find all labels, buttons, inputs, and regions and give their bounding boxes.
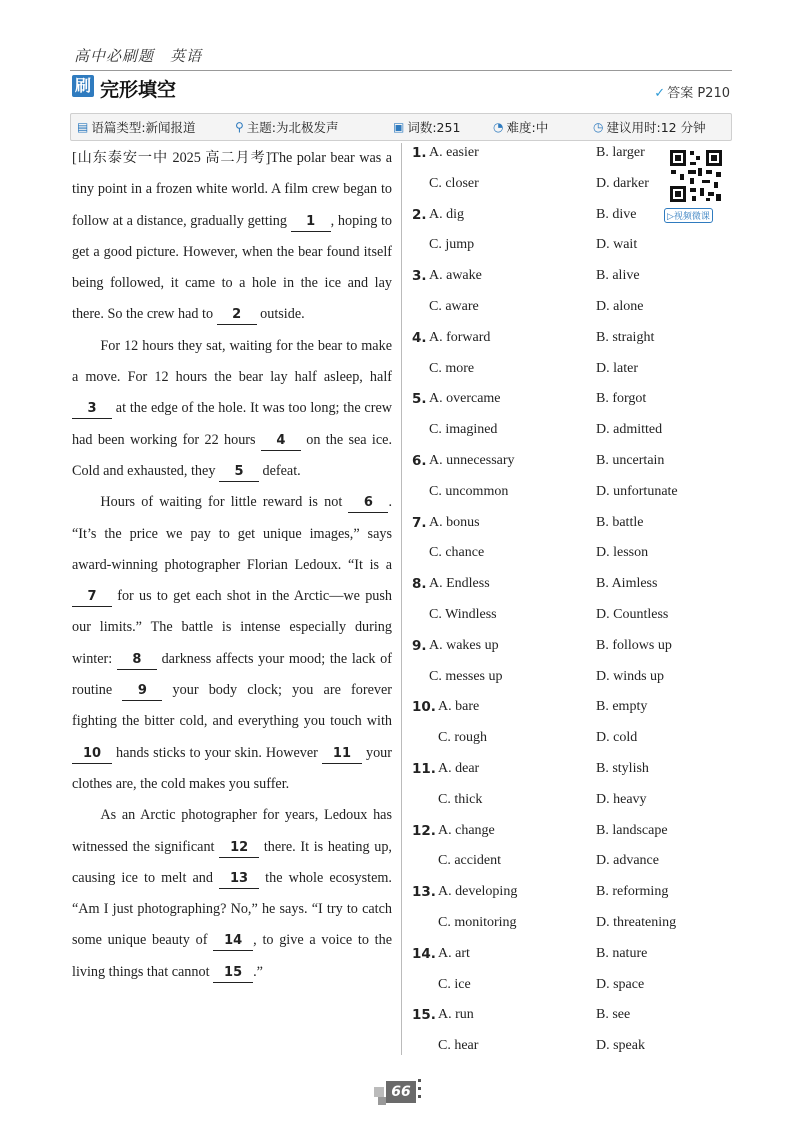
option-d[interactable]: D. alone	[596, 298, 644, 314]
p2-text-6: defeat.	[258, 462, 301, 479]
option-a[interactable]: A. forward	[429, 329, 491, 345]
question-12-row-ab	[412, 823, 692, 854]
paragraph-1	[72, 143, 392, 331]
question-number: 3.	[412, 268, 427, 285]
option-a[interactable]: A. dear	[438, 760, 480, 776]
question-number: 11.	[412, 760, 436, 777]
blank-2[interactable]: 2	[217, 306, 257, 325]
p3-text-6: darkness affects your mood; the lack of routine	[72, 650, 393, 699]
question-number: 8.	[412, 576, 427, 593]
paragraph-2	[72, 331, 392, 487]
info-genre-text: 语篇类型:新闻报道	[91, 120, 196, 135]
p3-text-0: Hours of waiting for little reward is not	[100, 494, 349, 511]
question-number: 10.	[412, 699, 436, 716]
qr-label: ▷视频微课	[664, 208, 713, 223]
option-a[interactable]: A. change	[438, 822, 495, 838]
option-b[interactable]: B. dive	[596, 206, 637, 222]
question-number: 6.	[412, 452, 427, 469]
info-topic-text: 主题:为北极发声	[246, 120, 339, 135]
question-13-row-cd	[412, 915, 692, 946]
series-title: 高中必刷题 英语	[74, 47, 203, 65]
column-divider	[401, 143, 402, 1055]
option-c[interactable]: C. Windless	[429, 606, 497, 622]
question-number: 14.	[412, 945, 436, 962]
option-b[interactable]: B. uncertain	[596, 452, 665, 468]
option-d[interactable]: D. lesson	[596, 545, 649, 561]
info-difficulty	[493, 118, 593, 136]
question-8-row-cd	[412, 607, 692, 638]
option-b[interactable]: B. alive	[596, 268, 640, 284]
question-6-row-ab	[412, 453, 692, 484]
gauge-icon: ◔	[493, 120, 504, 134]
blank-10[interactable]: 10	[72, 745, 112, 764]
question-number: 12.	[412, 822, 436, 839]
question-number: 15.	[412, 1007, 436, 1024]
option-d[interactable]: D. later	[596, 360, 638, 376]
question-4-row-cd	[412, 361, 692, 392]
question-7-row-cd	[412, 545, 692, 576]
question-13-row-ab	[412, 884, 692, 915]
question-7-row-ab	[412, 515, 692, 546]
blank-6[interactable]: 6	[348, 494, 388, 513]
question-3-row-ab	[412, 268, 692, 299]
option-b[interactable]: B. landscape	[596, 822, 668, 838]
blank-12[interactable]: 12	[219, 839, 259, 858]
option-b[interactable]: B. Aimless	[596, 576, 658, 592]
option-b[interactable]: B. battle	[596, 514, 644, 530]
section-title: 完形填空	[100, 79, 177, 101]
option-c[interactable]: C. accident	[438, 853, 501, 869]
blank-9[interactable]: 9	[122, 682, 162, 701]
question-number: 5.	[412, 391, 427, 408]
option-a[interactable]: A. bare	[438, 699, 480, 715]
p3-text-4: for us to get each shot in the Arctic—we push our limits.” The battle is intense especially during winter:	[72, 588, 392, 667]
info-word-count-text: 词数:251	[407, 120, 461, 135]
p3-text-10: hands sticks to your skin. However	[112, 744, 322, 761]
info-time	[593, 118, 706, 136]
option-a[interactable]: A. dig	[429, 206, 464, 222]
option-c[interactable]: C. messes up	[429, 668, 503, 684]
question-8-row-ab	[412, 576, 692, 607]
question-14-row-ab	[412, 946, 692, 977]
blank-1[interactable]: 1	[291, 213, 331, 232]
options-list	[412, 145, 692, 1069]
question-number: 2.	[412, 206, 427, 223]
p1-text-0: The polar bear was a tiny point in a frozen white world. A film crew began to follow at a distance, gradually getting	[72, 150, 393, 229]
option-b[interactable]: B. empty	[596, 699, 648, 715]
option-b[interactable]: B. reforming	[596, 884, 669, 900]
check-icon: ✓	[654, 86, 666, 101]
option-a[interactable]: A. awake	[429, 268, 482, 284]
p4-text-8: .”	[253, 963, 263, 980]
option-d[interactable]: D. space	[596, 976, 645, 992]
question-14-row-cd	[412, 977, 692, 1008]
option-a[interactable]: A. developing	[438, 884, 518, 900]
option-a[interactable]: A. art	[438, 945, 470, 961]
p3-text-8: your body clock; you are forever fighting the bitter cold, and everything you touch with	[72, 682, 392, 730]
question-15-row-cd	[412, 1038, 692, 1069]
info-bar	[70, 113, 732, 141]
option-d[interactable]: D. advance	[596, 853, 659, 869]
blank-14[interactable]: 14	[213, 932, 253, 951]
option-c[interactable]: C. closer	[429, 175, 479, 191]
option-d[interactable]: D. admitted	[596, 422, 663, 438]
option-c[interactable]: C. aware	[429, 298, 479, 314]
option-c[interactable]: C. imagined	[429, 422, 498, 438]
source-label: [山东泰安一中 2025 高二月考]	[72, 150, 271, 166]
answer-reference	[654, 82, 730, 101]
question-3-row-cd	[412, 299, 692, 330]
header-rule	[70, 70, 732, 71]
info-genre	[77, 118, 227, 136]
option-c[interactable]: C. more	[429, 360, 475, 376]
question-11-row-ab	[412, 761, 692, 792]
info-topic	[235, 118, 393, 136]
p2-text-0: For 12 hours they sat, waiting for the bear to make a move. For 12 hours the bear lay half asleep, half	[72, 337, 392, 386]
option-c[interactable]: C. chance	[429, 545, 485, 561]
question-12-row-cd	[412, 853, 692, 884]
option-a[interactable]: A. wakes up	[429, 637, 499, 653]
passage	[72, 143, 392, 988]
page-number: 66	[386, 1081, 416, 1103]
option-b[interactable]: B. stylish	[596, 760, 649, 776]
question-number: 1.	[412, 145, 427, 161]
p2-text-4: on the sea ice. Cold and exhausted, they	[72, 431, 393, 479]
count-icon: ▣	[393, 120, 405, 134]
option-c[interactable]: C. ice	[438, 976, 471, 992]
blank-15[interactable]: 15	[213, 964, 253, 983]
p4-text-4: the whole ecosystem. “Am I just photographing? No,” he says. “I try to catch some unique beauty of	[72, 869, 392, 949]
question-6-row-cd	[412, 484, 692, 515]
option-b[interactable]: B. straight	[596, 329, 655, 345]
paragraph-3	[72, 487, 392, 800]
option-a[interactable]: A. unnecessary	[429, 452, 515, 468]
option-c[interactable]: C. thick	[438, 791, 483, 807]
option-c[interactable]: C. rough	[438, 730, 487, 746]
blank-11[interactable]: 11	[322, 745, 362, 764]
question-number: 4.	[412, 329, 427, 346]
p4-text-0: As an Arctic photographer for years, Ledoux has witnessed the significant	[72, 807, 392, 855]
blank-13[interactable]: 13	[219, 870, 259, 889]
info-time-text: 建议用时:12 分钟	[606, 120, 706, 135]
p4-text-6: , to give a voice to the living things that cannot	[72, 932, 392, 980]
question-number: 9.	[412, 637, 427, 654]
info-word-count	[393, 118, 493, 136]
question-1-row-cd	[412, 176, 692, 207]
question-5-row-ab	[412, 391, 692, 422]
option-d[interactable]: D. speak	[596, 1038, 645, 1054]
question-11-row-cd	[412, 792, 692, 823]
option-a[interactable]: A. Endless	[429, 576, 490, 592]
p3-text-12: your clothes are, the cold makes you suffer.	[72, 744, 392, 792]
option-d[interactable]: D. winds up	[596, 668, 665, 684]
question-2-row-cd	[412, 237, 692, 268]
answer-ref-text: 答案 P210	[667, 86, 730, 101]
p1-text-2: , hoping to get a good picture. However, when the bear found itself being followed, it came to a hole in the ice and lay there. So the crew had to	[72, 212, 393, 323]
blank-7[interactable]: 7	[72, 588, 112, 607]
question-5-row-cd	[412, 422, 692, 453]
option-a[interactable]: A. easier	[429, 145, 479, 160]
blank-4[interactable]: 4	[261, 432, 301, 451]
info-difficulty-text: 难度:中	[506, 120, 549, 135]
qr-label-text: 视频微课	[673, 212, 710, 222]
question-4-row-ab	[412, 330, 692, 361]
option-d[interactable]: D. unfortunate	[596, 483, 678, 499]
option-a[interactable]: A. overcame	[429, 391, 501, 407]
option-c[interactable]: C. uncommon	[429, 483, 509, 499]
question-10-row-cd	[412, 730, 692, 761]
search-icon: ⚲	[235, 120, 244, 134]
document-icon: ▤	[77, 120, 89, 134]
blank-3[interactable]: 3	[72, 400, 112, 419]
option-d[interactable]: D. heavy	[596, 791, 647, 807]
p3-text-2: . “It’s the price we pay to get unique images,” says award-winning photographer Florian Ledoux. “It is a	[72, 494, 392, 573]
question-9-row-cd	[412, 669, 692, 700]
question-number: 13.	[412, 884, 436, 901]
option-c[interactable]: C. monitoring	[438, 914, 517, 930]
clock-icon: ◷	[593, 120, 604, 134]
question-10-row-ab	[412, 699, 692, 730]
question-9-row-ab	[412, 638, 692, 669]
question-2-row-ab	[412, 207, 692, 238]
question-1-row-ab	[412, 145, 692, 176]
p2-text-2: at the edge of the hole. It was too long; the crew had been working for 22 hours	[72, 400, 392, 448]
option-a[interactable]: A. bonus	[429, 514, 480, 530]
question-15-row-ab	[412, 1007, 692, 1038]
option-d[interactable]: D. cold	[596, 730, 638, 746]
option-b[interactable]: B. see	[596, 1007, 631, 1023]
option-c[interactable]: C. hear	[438, 1038, 479, 1054]
option-d[interactable]: D. threatening	[596, 914, 677, 930]
option-b[interactable]: B. forgot	[596, 391, 647, 407]
question-number: 7.	[412, 514, 427, 531]
option-a[interactable]: A. run	[438, 1007, 474, 1023]
option-c[interactable]: C. jump	[429, 237, 475, 253]
paragraph-4	[72, 800, 392, 988]
option-d[interactable]: D. Countless	[596, 606, 669, 622]
blank-8[interactable]: 8	[117, 651, 157, 670]
option-b[interactable]: B. nature	[596, 945, 648, 961]
option-b[interactable]: B. larger	[596, 145, 645, 160]
blank-5[interactable]: 5	[219, 463, 259, 482]
p1-text-4: outside.	[256, 306, 305, 323]
section-icon: 刷	[72, 75, 94, 97]
option-b[interactable]: B. follows up	[596, 637, 672, 653]
qr-code-icon[interactable]	[668, 148, 724, 204]
option-d[interactable]: D. wait	[596, 237, 638, 253]
p4-text-2: there. It is heating up, causing ice to melt and	[72, 838, 392, 886]
option-d[interactable]: D. darker	[596, 175, 649, 191]
